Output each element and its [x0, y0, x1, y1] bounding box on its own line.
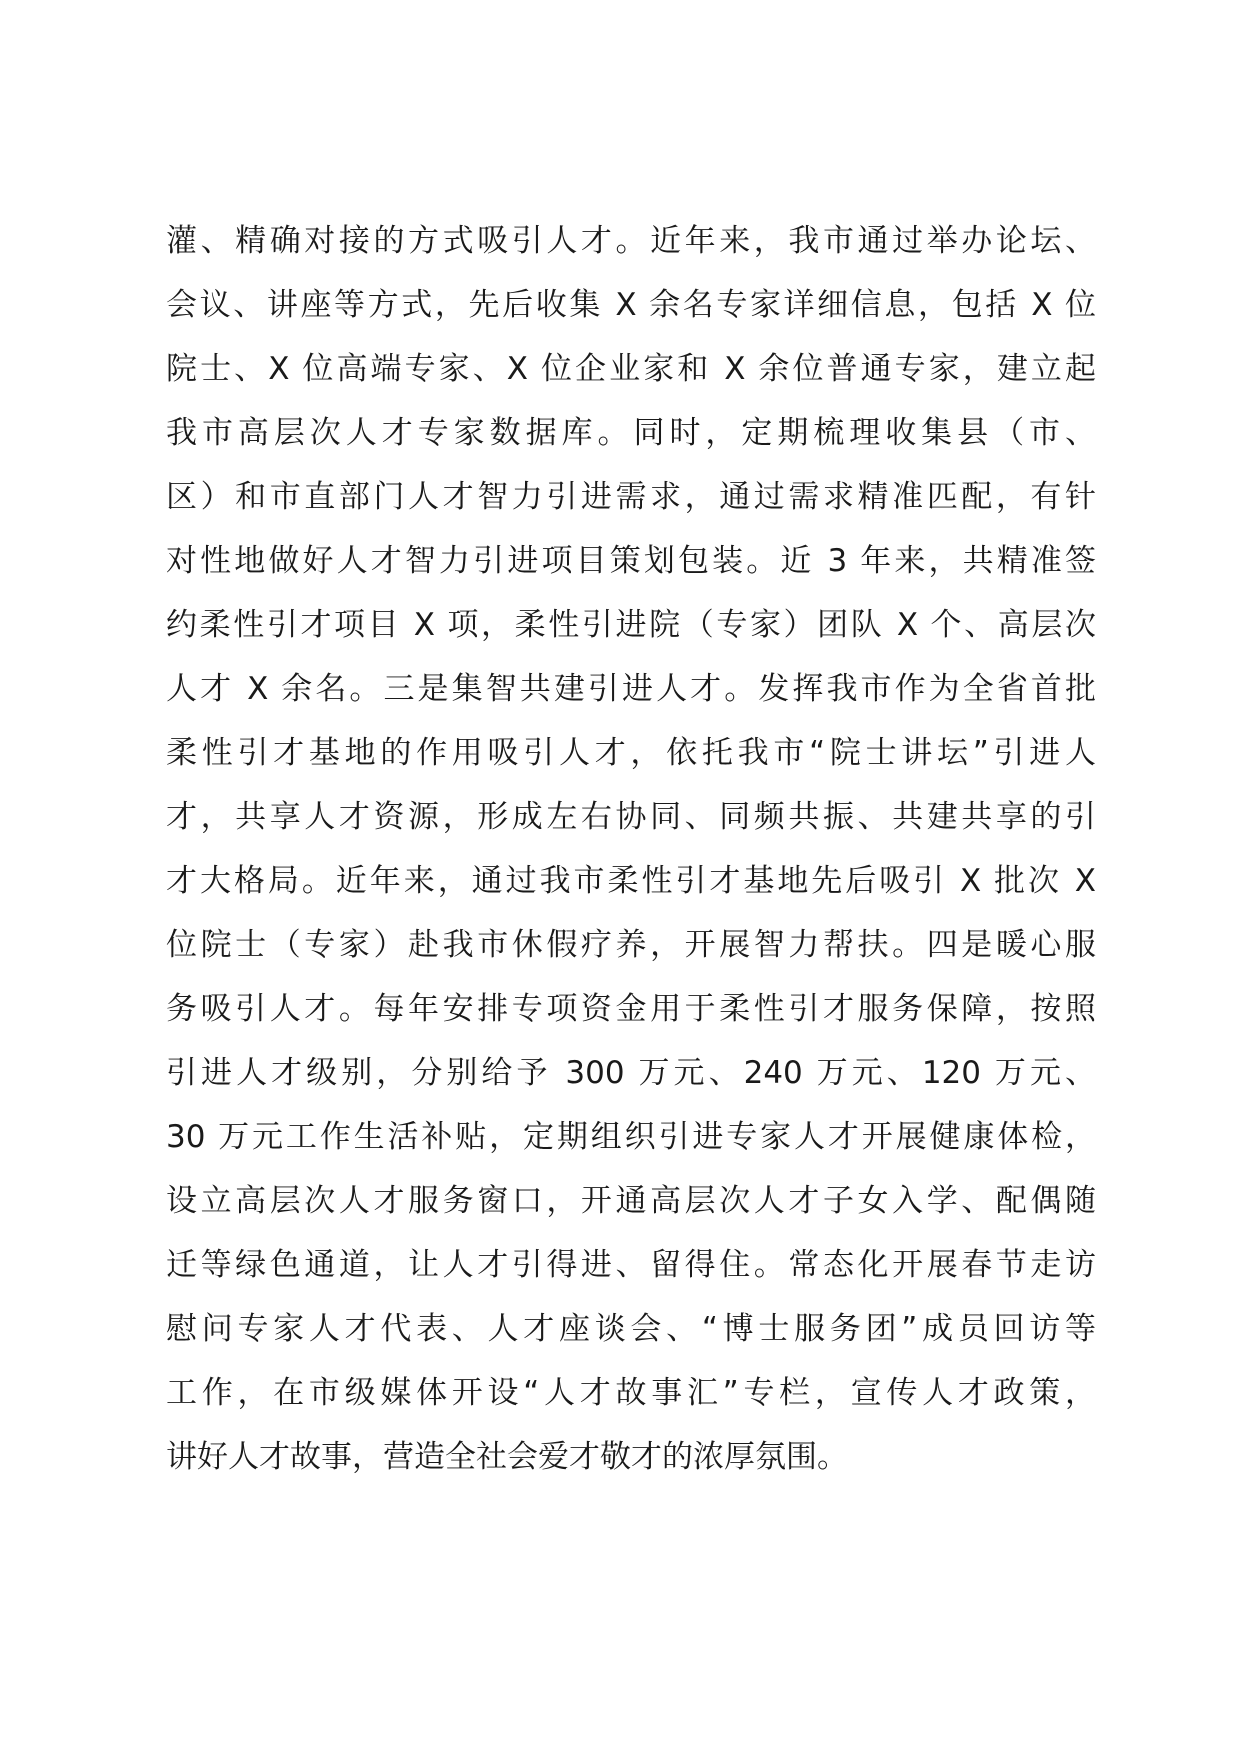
- text-line: 才，共享人才资源，形成左右协同、同频共振、共建共享的引: [166, 799, 1096, 835]
- text-line: 柔性引才基地的作用吸引人才，依托我市“院士讲坛”引进人: [166, 735, 1096, 771]
- text-line: 人才 X 余名。三是集智共建引进人才。发挥我市作为全省首批: [166, 671, 1096, 707]
- text-line: 灌、精确对接的方式吸引人才。近年来，我市通过举办论坛、: [166, 223, 1096, 259]
- text-line: 位院士（专家）赴我市休假疗养，开展智力帮扶。四是暖心服: [166, 927, 1096, 963]
- text-line: 迁等绿色通道，让人才引得进、留得住。常态化开展春节走访: [166, 1247, 1096, 1283]
- text-line: 我市高层次人才专家数据库。同时，定期梳理收集县（市、: [166, 415, 1096, 451]
- text-line: 区）和市直部门人才智力引进需求，通过需求精准匹配，有针: [166, 479, 1096, 515]
- text-line: 会议、讲座等方式，先后收集 X 余名专家详细信息，包括 X 位: [166, 287, 1096, 323]
- text-line: 设立高层次人才服务窗口，开通高层次人才子女入学、配偶随: [166, 1183, 1096, 1219]
- text-line: 院士、X 位高端专家、X 位企业家和 X 余位普通专家，建立起: [166, 351, 1096, 387]
- text-line: 慰问专家人才代表、人才座谈会、“博士服务团”成员回访等: [166, 1311, 1096, 1347]
- text-line: 才大格局。近年来，通过我市柔性引才基地先后吸引 X 批次 X: [166, 863, 1096, 899]
- body-paragraph: [166, 209, 1096, 1489]
- text-line: 务吸引人才。每年安排专项资金用于柔性引才服务保障，按照: [166, 991, 1096, 1027]
- text-line: 引进人才级别，分别给予 300 万元、240 万元、120 万元、: [166, 1055, 1096, 1091]
- text-line: 30 万元工作生活补贴，定期组织引进专家人才开展健康体检，: [166, 1119, 1096, 1155]
- text-line: 工作，在市级媒体开设“人才故事汇”专栏，宣传人才政策，: [166, 1375, 1096, 1411]
- text-line: 对性地做好人才智力引进项目策划包装。近 3 年来，共精准签: [166, 543, 1096, 579]
- text-line: 约柔性引才项目 X 项，柔性引进院（专家）团队 X 个、高层次: [166, 607, 1096, 643]
- text-line-last: 讲好人才故事，营造全社会爱才敬才的浓厚氛围。: [166, 1439, 848, 1475]
